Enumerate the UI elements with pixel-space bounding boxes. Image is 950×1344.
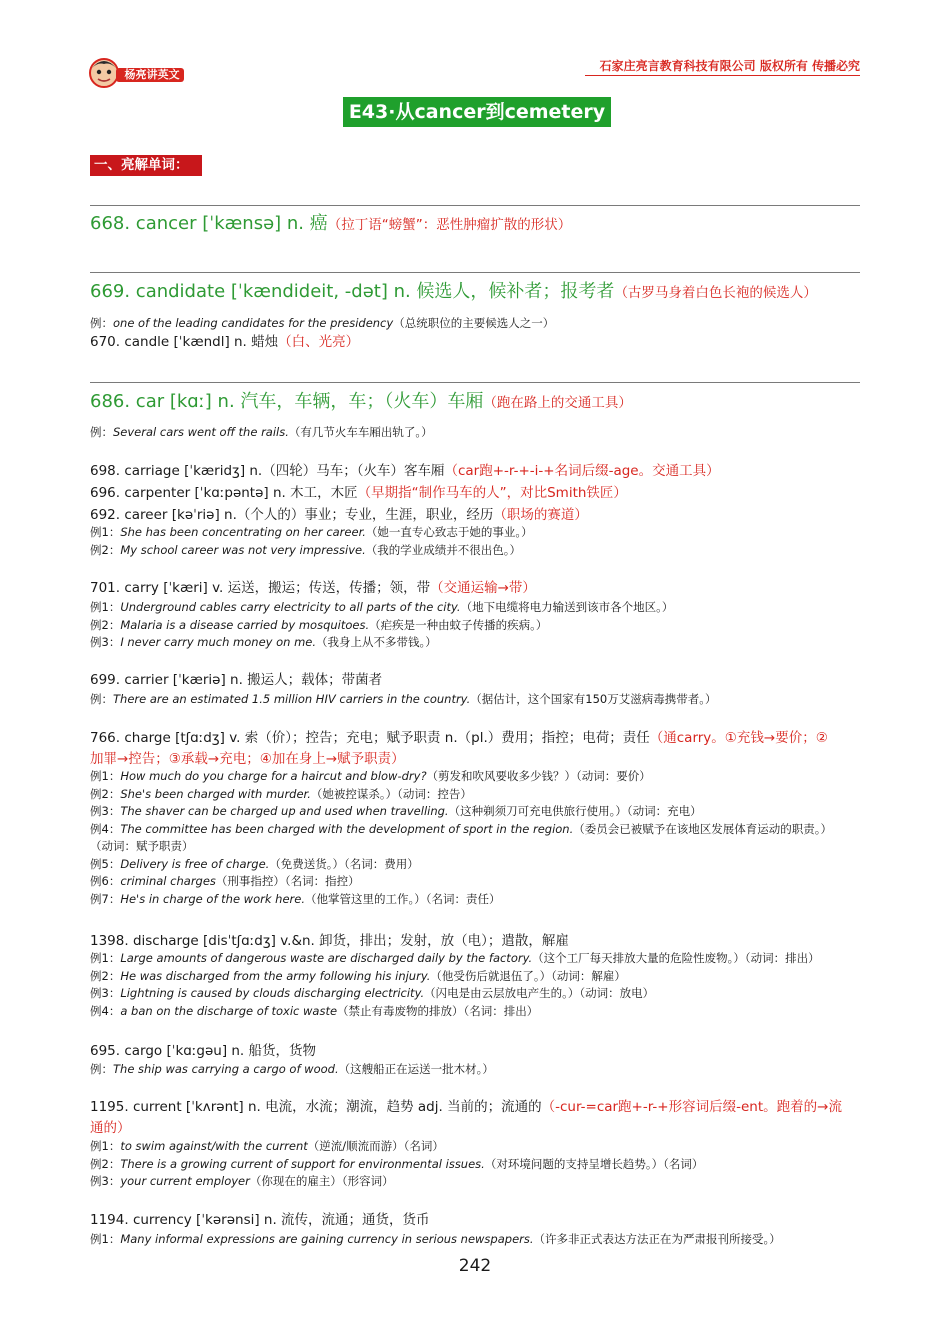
entry-note: （-cur-=car跑+-r-+形容词后缀-ent。跑着的→流 (541, 1099, 842, 1115)
entry-note: （古罗马身着白色长袍的候选人） (614, 285, 817, 301)
entry-695 (90, 1041, 862, 1062)
entry-701 (90, 578, 862, 599)
entry-669 (90, 280, 862, 305)
example-line: 例：Several cars went off the rails.（有几节火车车厢出轨了。） (90, 425, 433, 439)
entry-headword: 669. candidate [ˈkændideit, -dət] n. 候选人，候补者；报考者 (90, 281, 615, 302)
entry-note: （职场的赛道） (493, 507, 588, 523)
entry-headword: 699. carrier [ˈkæriə] n. 搬运人；载体；带菌者 (90, 672, 383, 688)
entry-note-cont: 通的） (90, 1120, 131, 1136)
example-line: 例1：Many informal expressions are gaining currency in serious newspapers.（许多非正式表达方法正在为严肃报刊所接受。） (90, 1232, 781, 1246)
entry-note: （car跑+-r-+-i-+名词后缀-age。交通工具） (444, 463, 720, 479)
page-title: E43·从cancer到cemetery (343, 97, 611, 127)
example-line: 例：one of the leading candidates for the presidency（总统职位的主要候选人之一） (90, 316, 555, 330)
logo (88, 56, 188, 90)
entry-headword: 766. charge [tʃɑːdʒ] v. 索（价）；控告；充电；赋予职责 n.（pl.）费用；指控；电荷；责任 (90, 730, 650, 746)
entry-670 (90, 332, 862, 353)
entry-698 (90, 461, 862, 482)
entry-headword: 670. candle [ˈkændl] n. 蜡烛 (90, 334, 279, 350)
entry-686 (90, 390, 862, 415)
entry-699 (90, 670, 862, 691)
entry-note: （白、光亮） (278, 334, 360, 350)
entry-headword: 698. carriage [ˈkæridʒ] n.（四轮）马车；（火车）客车厢 (90, 463, 445, 479)
copyright-text: 石家庄亮言教育科技有限公司 版权所有 传播必究 (599, 59, 860, 73)
entry-1195 (90, 1097, 862, 1139)
entry-696 (90, 483, 862, 504)
example-lines: 例1：Underground cables carry electricity to all parts of the city.（地下电缆将电力输送到该市各个地区。） 例2：Malaria is a disease carried by mosquitoes.（疟疾是一种由蚊子传播的疾病。） 例3：I never carry much money on me.（我身上从不多带钱。） (90, 600, 674, 649)
example-lines: 例1：She has been concentrating on her career.（她一直专心致志于她的事业。） 例2：My school career was not very impressive.（我的学业成绩并不很出色。） (90, 525, 533, 557)
divider-rule (90, 382, 860, 383)
example-line: 例：The ship was carrying a cargo of wood.（这艘船正在运送一批木材。） (90, 1062, 494, 1076)
example-lines: 例1：Large amounts of dangerous waste are discharged daily by the factory.（这个工厂每天排放大量的危险性废物。）（动词：排出） 例2：He was discharged from the army following his injury.（他受伤后就退伍了。）（动词：解雇） 例3：Lightning is caused by clouds discharging electricity.（闪电是由云层放电产生的。）（动词：放电） 例4：a ban on the discharge of toxic waste（禁止有毒废物的排放）（名词：排出） (90, 951, 820, 1018)
example-line: 例：There are an estimated 1.5 million HIV carriers in the country.（据估计，这个国家有150万艾滋病毒携带者。） (90, 692, 717, 706)
entry-headword: 696. carpenter [ˈkɑːpəntə] n. 木工，木匠 (90, 485, 358, 501)
divider-rule (90, 272, 860, 273)
entry-headword: 1398. discharge [disˈtʃɑːdʒ] v.&n. 卸货，排出；发射，放（电）；遣散，解雇 (90, 933, 569, 949)
section-label: 一、亮解单词： (90, 155, 202, 176)
entry-note-cont: 加罪→控告；③承载→充电；④加在身上→赋予职责） (90, 751, 405, 767)
example-lines: 例1：How much do you charge for a haircut and blow-dry?（剪发和吹风要收多少钱？）（动词：要价） 例2：She's been charged with murder.（她被控谋杀。）（动词：控告） 例3：The shaver can be charged up and used when travelling.（这种剃须刀可充电供旅行使用。）（动词：充电） 例4：The committee has been charged with the development of sport in the region.（委员会已被赋予在该地区发展体育运动的职责。） （动词：赋予职责） 例5：Delivery is free of charge.（免费送货。）（名词：费用） 例6：criminal charges（刑事指控）（名词：指控） 例7：He's in charge of the work here.（他掌管这里的工作。）（名词：责任） (90, 769, 833, 906)
entry-headword: 686. car [kɑː] n. 汽车，车辆，车；（火车）车厢 (90, 391, 484, 412)
entry-note: （通carry。①充钱→要价；② (649, 730, 828, 746)
logo-text: 杨亮讲英文 (124, 68, 180, 81)
entry-766 (90, 728, 862, 770)
entry-692 (90, 505, 862, 526)
example-lines: 例1：to swim against/with the current（逆流/顺流而游）（名词） 例2：There is a growing current of support for environmental issues.（对环境问题的支持呈增长趋势。）（名词） 例3：your current employer（你现在的雇主）（形容词） (90, 1139, 704, 1188)
entry-headword: 668. cancer [ˈkænsə] n. 癌 (90, 213, 328, 234)
divider-rule (90, 205, 860, 206)
page-number: 242 (458, 1256, 492, 1276)
entry-1398 (90, 931, 862, 952)
entry-note: （交通运输→带） (430, 580, 536, 596)
entry-1194 (90, 1210, 862, 1231)
header-underline (585, 75, 860, 76)
entry-headword: 1195. current [ˈkʌrənt] n. 电流，水流；潮流，趋势 adj. 当前的；流通的 (90, 1099, 542, 1115)
entry-note: （拉丁语“螃蟹”：恶性肿瘤扩散的形状） (327, 217, 572, 233)
entry-headword: 701. carry [ˈkæri] v. 运送，搬运；传送，传播；领，带 (90, 580, 431, 596)
entry-headword: 692. career [kəˈriə] n.（个人的）事业；专业，生涯，职业，经历 (90, 507, 494, 523)
entry-headword: 695. cargo [ˈkɑːgəu] n. 船货，货物 (90, 1043, 317, 1059)
entry-headword: 1194. currency [ˈkərənsi] n. 流传，流通；通货，货币 (90, 1212, 430, 1228)
entry-note: （跑在路上的交通工具） (483, 395, 632, 411)
entry-668 (90, 212, 862, 237)
entry-note: （早期指“制作马车的人”，对比Smith铁匠） (357, 485, 627, 501)
